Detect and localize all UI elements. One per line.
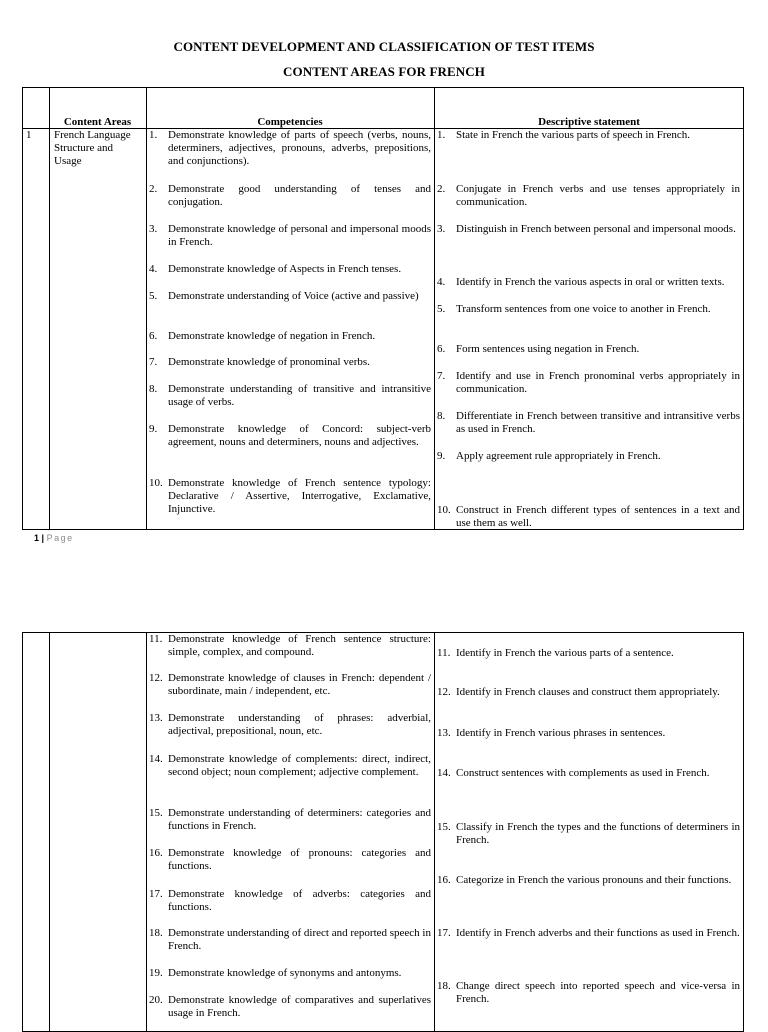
item-text: Demonstrate knowledge of synonyms and antonyms.	[168, 967, 402, 979]
description-item	[437, 767, 740, 780]
content-area-cell: French Language Structure and Usage	[54, 129, 131, 167]
content-table-page-2	[22, 632, 744, 1032]
competency-item	[149, 967, 431, 980]
item-number: 6.	[437, 343, 446, 355]
page-footer	[34, 533, 74, 543]
item-number: 7.	[437, 370, 446, 382]
item-number: 2.	[437, 183, 446, 195]
competency-item	[149, 129, 431, 168]
description-item	[437, 129, 740, 142]
item-text: Apply agreement rule appropriately in French.	[456, 450, 661, 462]
item-number: 8.	[437, 410, 446, 422]
item-text: Demonstrate knowledge of French sentence structure: simple, complex, and compound.	[168, 633, 431, 658]
column-divider	[434, 88, 435, 529]
item-number: 2.	[149, 183, 158, 195]
item-number: 16.	[149, 847, 163, 859]
item-text: Change direct speech into reported speech and vice-versa in French.	[456, 980, 740, 1005]
item-text: Demonstrate knowledge of adverbs: categories and functions.	[168, 888, 431, 913]
item-number: 3.	[149, 223, 158, 235]
item-text: Demonstrate knowledge of French sentence typology: Declarative / Assertive, Interrogative, Exclamative, Injunctive.	[168, 477, 431, 515]
item-number: 14.	[437, 767, 451, 779]
item-text: Distinguish in French between personal and impersonal moods.	[456, 223, 736, 235]
competency-item	[149, 847, 431, 873]
item-number: 10.	[437, 504, 451, 516]
description-item	[437, 303, 740, 316]
item-number: 17.	[149, 888, 163, 900]
competency-item	[149, 330, 431, 343]
competency-item	[149, 807, 431, 833]
item-text: Transform sentences from one voice to another in French.	[456, 303, 711, 315]
row-number: 1	[26, 129, 32, 141]
item-text: Form sentences using negation in French.	[456, 343, 640, 355]
item-text: Construct in French different types of sentences in a text and use them as well.	[456, 504, 740, 529]
document-title: CONTENT DEVELOPMENT AND CLASSIFICATION OF TEST ITEMS	[173, 39, 595, 54]
competency-item	[149, 263, 431, 276]
item-number: 18.	[437, 980, 451, 992]
item-number: 10.	[149, 477, 163, 489]
description-item	[437, 183, 740, 209]
item-text: Identify in French adverbs and their functions as used in French.	[456, 927, 740, 939]
item-number: 9.	[437, 450, 446, 462]
item-number: 4.	[149, 263, 158, 275]
description-item	[437, 980, 740, 1006]
item-text: Demonstrate knowledge of Concord: subject-verb agreement, nouns and determiners, nouns and adjectives.	[168, 423, 431, 448]
description-item	[437, 927, 740, 940]
content-table-page-1	[22, 87, 744, 530]
description-item	[437, 370, 740, 396]
description-item	[437, 504, 740, 530]
item-number: 8.	[149, 383, 158, 395]
competency-item	[149, 927, 431, 953]
description-item	[437, 686, 740, 699]
page-number: 1	[34, 533, 40, 543]
item-number: 5.	[437, 303, 446, 315]
competency-item	[149, 223, 431, 249]
item-text: Classify in French the types and the functions of determiners in French.	[456, 821, 740, 846]
item-text: Identify in French various phrases in sentences.	[456, 727, 666, 739]
item-text: Demonstrate understanding of Voice (active and passive)	[168, 290, 419, 302]
page-separator: |	[41, 533, 45, 543]
description-item	[437, 450, 740, 463]
item-number: 4.	[437, 276, 446, 288]
item-text: Construct sentences with complements as used in French.	[456, 767, 710, 779]
competency-item	[149, 888, 431, 914]
column-divider	[49, 88, 50, 529]
item-text: Demonstrate knowledge of parts of speech (verbs, nouns, determiners, adjectives, pronouns, adverbs, prepositions, and conjunctions).	[168, 129, 431, 167]
competency-item	[149, 633, 431, 659]
column-divider	[434, 633, 435, 1031]
description-item	[437, 276, 740, 289]
description-item	[437, 223, 740, 236]
item-text: Identify in French the various aspects in oral or written texts.	[456, 276, 725, 288]
competency-item	[149, 712, 431, 738]
item-number: 1.	[149, 129, 158, 141]
item-number: 16.	[437, 874, 451, 886]
description-item	[437, 343, 740, 356]
column-header-content-areas: Content Areas	[63, 116, 132, 128]
item-number: 11.	[437, 647, 451, 659]
competency-item	[149, 290, 431, 303]
item-text: Demonstrate knowledge of Aspects in French tenses.	[168, 263, 402, 275]
column-divider	[49, 633, 50, 1031]
item-number: 15.	[437, 821, 451, 833]
description-item	[437, 874, 740, 887]
description-item	[437, 821, 740, 847]
competency-item	[149, 672, 431, 698]
item-text: Demonstrate knowledge of clauses in French: dependent / subordinate, main / independent, etc.	[168, 672, 431, 697]
item-text: Demonstrate understanding of determiners: categories and functions in French.	[168, 807, 431, 832]
item-text: Identify in French clauses and construct them appropriately.	[456, 686, 720, 698]
item-text: Identify in French the various parts of a sentence.	[456, 647, 674, 659]
competency-item	[149, 183, 431, 209]
item-text: Demonstrate knowledge of pronouns: categories and functions.	[168, 847, 431, 872]
competency-item	[149, 994, 431, 1020]
competency-item	[149, 423, 431, 449]
competency-item	[149, 383, 431, 409]
competency-item	[149, 753, 431, 779]
item-number: 13.	[437, 727, 451, 739]
item-text: Demonstrate understanding of transitive and intransitive usage of verbs.	[168, 383, 431, 408]
item-text: Differentiate in French between transitive and intransitive verbs as used in French.	[456, 410, 740, 435]
item-text: Demonstrate knowledge of negation in French.	[168, 330, 376, 342]
item-number: 20.	[149, 994, 163, 1006]
item-number: 19.	[149, 967, 163, 979]
item-text: Conjugate in French verbs and use tenses appropriately in communication.	[456, 183, 740, 208]
item-text: Demonstrate understanding of direct and reported speech in French.	[168, 927, 431, 952]
item-text: Demonstrate good understanding of tenses and conjugation.	[168, 183, 431, 208]
item-text: Categorize in French the various pronouns and their functions.	[456, 874, 732, 886]
item-number: 15.	[149, 807, 163, 819]
item-text: Demonstrate knowledge of pronominal verbs.	[168, 356, 370, 368]
item-number: 3.	[437, 223, 446, 235]
item-number: 14.	[149, 753, 163, 765]
item-number: 12.	[149, 672, 163, 684]
item-text: Demonstrate knowledge of complements: direct, indirect, second object; noun complement; adjective complement.	[168, 753, 431, 778]
item-number: 9.	[149, 423, 158, 435]
description-item	[437, 647, 740, 660]
page-label: Page	[46, 533, 74, 543]
competency-item	[149, 356, 431, 369]
document-subtitle: CONTENT AREAS FOR FRENCH	[283, 64, 485, 79]
column-divider	[146, 88, 147, 529]
description-item	[437, 410, 740, 436]
item-text: Demonstrate knowledge of personal and impersonal moods in French.	[168, 223, 431, 248]
description-item	[437, 727, 740, 740]
item-number: 12.	[437, 686, 451, 698]
competency-item	[149, 477, 431, 516]
item-text: State in French the various parts of speech in French.	[456, 129, 690, 141]
item-number: 1.	[437, 129, 446, 141]
item-number: 13.	[149, 712, 163, 724]
item-text: Demonstrate knowledge of comparatives and superlatives usage in French.	[168, 994, 431, 1019]
item-text: Identify and use in French pronominal verbs appropriately in communication.	[456, 370, 740, 395]
item-number: 17.	[437, 927, 451, 939]
item-number: 7.	[149, 356, 158, 368]
item-number: 5.	[149, 290, 158, 302]
column-header-descriptive-statement: Descriptive statement	[538, 116, 640, 128]
item-number: 6.	[149, 330, 158, 342]
item-number: 11.	[149, 633, 163, 645]
column-header-competencies: Competencies	[257, 116, 323, 128]
item-text: Demonstrate understanding of phrases: adverbial, adjectival, prepositional, noun, etc.	[168, 712, 431, 737]
item-number: 18.	[149, 927, 163, 939]
column-divider	[146, 633, 147, 1031]
